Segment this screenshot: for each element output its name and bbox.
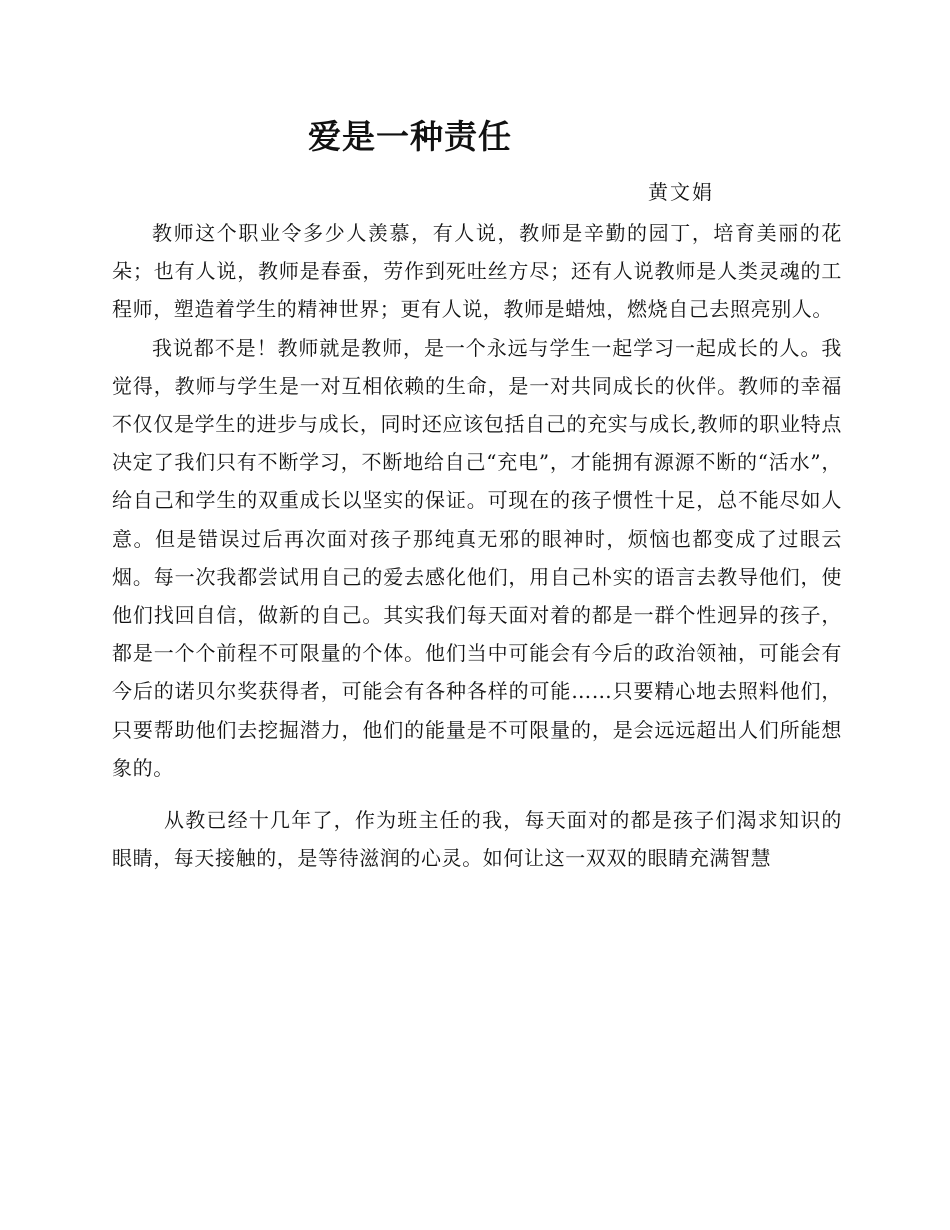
paragraph-2: 我说都不是！教师就是教师，是一个永远与学生一起学习一起成长的人。我觉得，教师与学生是一对互相依赖的生命，是一对共同成长的伙伴。教师的幸福不仅仅是学生的进步与成长，同时还应该包括自己的充实与成长,教师的职业特点决定了我们只有不断学习，不断地给自己“充电”，才能拥有源源不断的“活水”，给自己和学生的双重成长以坚实的保证。可现在的孩子惯性十足，总不能尽如人意。但是错误过后再次面对孩子那纯真无邪的眼神时，烦恼也都变成了过眼云烟。每一次我都尝试用自己的爱去感化他们，用自己朴实的语言去教导他们，使他们找回自信，做新的自己。其实我们每天面对着的都是一群个性迥异的孩子，都是一个个前程不可限量的个体。他们当中可能会有今后的政治领袖，可能会有今后的诺贝尔奖获得者，可能会有各种各样的可能……只要精心地去照料他们，只要帮助他们去挖掘潜力，他们的能量是不可限量的，是会远远超出人们所能想象的。: [112, 335, 842, 780]
paragraph-3: 从教已经十几年了，作为班主任的我，每天面对的都是孩子们渴求知识的眼睛，每天接触的，是等待滋润的心灵。如何让这一双双的眼睛充满智慧: [112, 808, 842, 871]
document-title: 爱是一种责任: [308, 117, 512, 156]
document-body: [112, 214, 842, 877]
author-name: 黄文娟: [648, 180, 714, 204]
paragraph-1: 教师这个职业令多少人羡慕，有人说，教师是辛勤的园丁，培育美丽的花朵；也有人说，教师是春蚕，劳作到死吐丝方尽；还有人说教师是人类灵魂的工程师，塑造着学生的精神世界；更有人说，教师是蜡烛，燃烧自己去照亮别人。: [112, 221, 842, 322]
